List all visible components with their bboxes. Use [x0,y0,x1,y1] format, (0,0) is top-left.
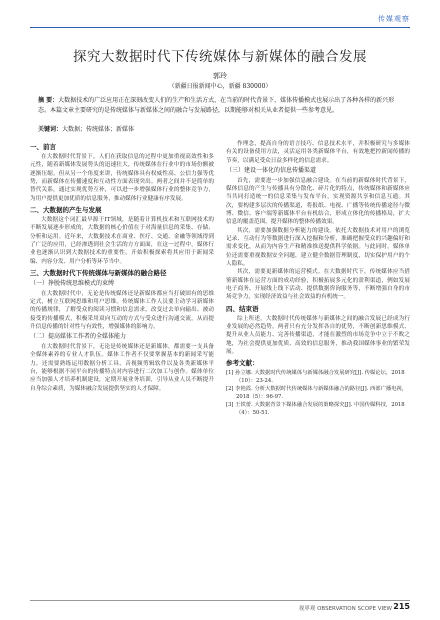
body-paragraph: 其次，需要更新媒体的运营模式。在大数据时代下，传统媒体应当借鉴新媒体在运营方面的成功经验，积极拓展多元化的盈利渠道，例如发展电子商务、开展线上线下活动、提供数据咨询服务等，不断增强自身的市场竞争力，实现经济效益与社会效益的有机统一。 [226,269,410,301]
section-heading: 一、前言 [30,143,56,151]
subsection-heading: （一）挣脱传统思维模式的束缚 [30,280,115,288]
left-column [30,140,214,585]
abstract-text: 大数据技术的广泛应用正在深刻改变人们的生产和生活方式，在当前的时代背景下，媒体传播模式也展示出了各种各样的新兴形态。本篇文章主要研究的是传统媒体与新媒体之间的融合与发展路径，以期能够对相关从业者提供一些参考意见。 [38,97,395,114]
page-header [0,0,440,30]
body-columns [30,140,410,585]
article-title: 探究大数据时代下传统媒体与新媒体的融合发展 [73,49,367,65]
page-number: 215 [393,602,410,611]
body-paragraph: 其次，需要加强数据分析能力的建设。依托大数据技术对用户的浏览记录、互动行为等数据进行深入挖掘和分析，准确把握受众的兴趣偏好和需求变化，从而为内容生产和精准推送提供科学依据。与此同时，媒体单位还需要重视数据安全问题，建立健全数据管理制度，切实保护用户的个人隐私。 [226,227,410,267]
body-paragraph: 在大数据时代背景下，无论是传统媒体还是新媒体，都需要一支具备全媒体素养的专业人才队伍。媒体工作者不仅要掌握基本的新闻采写能力，还需要熟练运用数据分析工具、音视频剪辑软件以及各类新媒体平台，能够根据不同平台的传播特点对内容进行二次加工与创作。媒体单位应当加强人才培养机制建设，定期开展业务培训，引导从业人员不断提升自身综合素质，为媒体融合发展提供坚实的人才保障。 [30,343,214,392]
abstract-label: 摘 要： [38,97,59,104]
subsection-heading: （三）建设一体化的信息传播渠道 [226,167,317,175]
reference-entry: [2] 李艳霞. 分析大数据时代传统媒体与新媒体融合的路径[J]. 西部广播电视，2018（5）：96-97. [226,386,408,401]
journal-name: 视界观 OBSERVATION SCOPE VIEW [298,606,392,612]
keywords [38,125,402,134]
section-tag: 传媒观察 [378,15,410,23]
right-column [226,140,410,585]
body-paragraph: 综上所述，大数据时代传统媒体与新媒体之间的融合发展已经成为行业发展的必然趋势。两者只有充分发挥各自的优势，不断创新思维模式、提升从业人员能力、完善传播渠道，才能在激烈的市场竞争中立于不败之地，为社会提供更加优质、高效的信息服务，推动我国媒体事业的繁荣发展。 [226,315,410,356]
body-paragraph: 大数据这个词汇最早源于IT领域，是随着计算机技术和互联网技术的不断发展逐步形成的，大数据的核心价值在于对海量信息的采集、存储、分析和运用。近年来，大数据技术在商业、医疗、交通、金融等领域得到了广泛的应用，已经渗透到社会生活的方方面面，在这一过程中，媒体行业也逐渐认识到大数据技术的重要性，开始积极探索将其应用于新闻采编、内容分发、用户分析等环节当中。 [30,217,214,265]
subsection-heading: （二）提高媒体工作者的全媒体能力 [30,333,127,341]
header-rule [30,27,410,28]
footer-rule [30,600,410,601]
section-heading: 四、结束语 [226,304,259,313]
body-paragraph: 作理念，提高自身的语言技巧、信息技术水平，并积极研究与多媒体有关的设备使用方法，灵活运用各类新媒体平台，有效地把控新闻传播的节奏，以满足受众日益多样化的信息需求。 [226,141,410,164]
article-author: 郭玲 [213,72,227,80]
abstract [38,96,402,115]
body-paragraph: 首先，需要进一步加强信息融合建设。在当前的新媒体时代背景下，媒体信息的产生与传播具有分散化、碎片化的特点，传统媒体和新媒体应当共同打造统一的信息采集与发布平台，实现资源共享和信息互通。其次，要构建多层次的传播渠道，将报纸、电视、广播等传统传播途径与微博、微信、客户端等新媒体平台有机结合，形成立体化的传播格局，扩大信息的覆盖范围，提升媒体的整体传播效果。 [226,177,410,226]
section-heading: 三、大数据时代下传统媒体与新媒体的融合路径 [30,269,167,278]
reference-entry: [3] 王铁蕾. 大数据背景下媒体融合发展的策略探究[J]. 中国传媒科技，2018（4）：50-51. [226,402,405,417]
body-paragraph: 在大数据时代背景下，人们在获取信息的过程中更加重视高效性和多元性，随着新媒体发展势头的迅速壮大，传统媒体在行业中的市场份额被逐渐压缩。但从另一个角度来讲，传统媒体具有权威性高、公信力强等优势，而新媒体在传播速度和互动性方面表现突出。两者之间并不是简单的替代关系，通过实现优势互补，可以进一步增强媒体行业的整体竞争力，为用户提供更加优质的信息服务，推动媒体行业健康有序发展。 [30,154,214,202]
keywords-label: 关键词： [38,126,63,133]
keywords-text: 大数据；传统媒体；新媒体 [62,126,135,133]
article-affiliation: （新疆日报新闻中心，新疆 830000） [168,83,272,90]
reference-entry: [1] 孙立娜. 大数据时代传统媒体与新媒体融合发展研究[J]. 传媒论坛，2018（10）：23-24. [226,370,405,385]
body-paragraph: 在大数据时代中，无论是传统媒体还是新媒体都应当打破固有的思维定式，树立互联网思维和用户思维。传统媒体工作人员要主动学习新媒体的传播规律，了解受众的阅读习惯和信息需求，改变过去单向输出、被动接受的传播模式，积极采用双向互动的方式与受众进行沟通交流，从而提升信息传播的针对性与有效性，增强媒体的影响力。 [30,290,214,330]
section-heading: 参考文献： [226,359,259,368]
section-heading: 二、大数据的产生与发展 [30,206,102,215]
